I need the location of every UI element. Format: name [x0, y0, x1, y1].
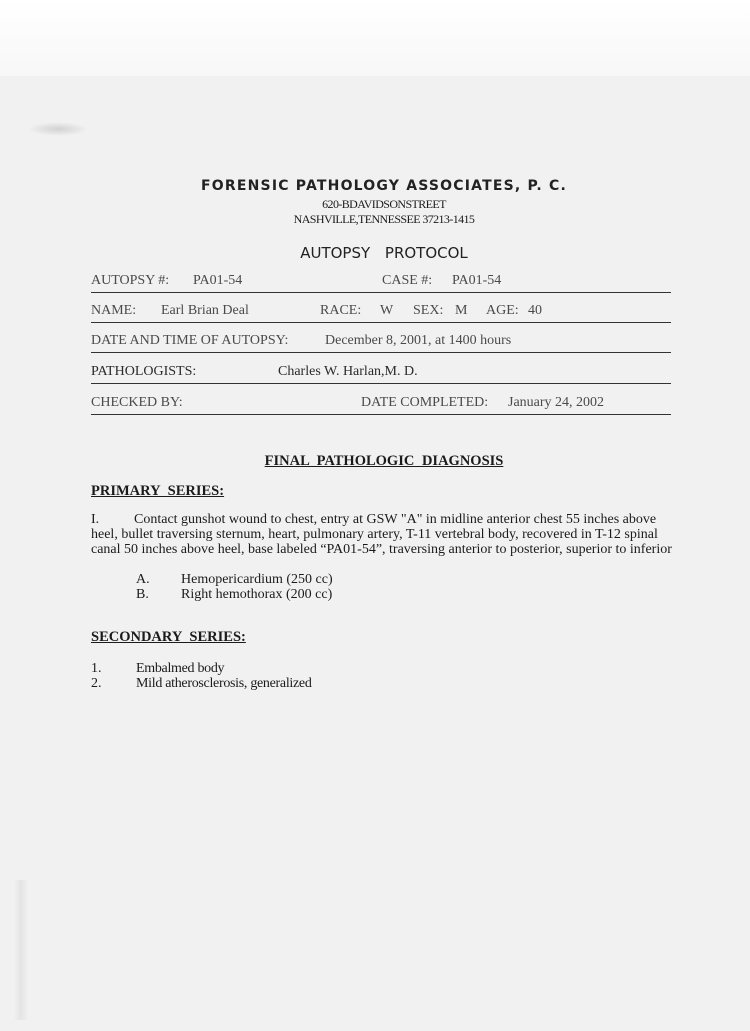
primary-item-number: I.	[91, 512, 100, 527]
field-rule	[91, 292, 671, 293]
field-rule	[91, 414, 671, 415]
firm-street-address: 620-BDAVIDSONSTREET	[322, 197, 446, 211]
secondary-item-number: 1.	[91, 661, 102, 676]
diagnosis-title: FINAL PATHOLOGIC DIAGNOSIS	[264, 453, 504, 469]
date-completed-value: January 24, 2002	[508, 395, 605, 410]
secondary-item-text: Mild atherosclerosis, generalized	[136, 676, 312, 691]
case-number-label: CASE #:	[382, 273, 433, 288]
field-rule	[91, 352, 671, 353]
row-autopsy-case	[91, 273, 671, 293]
pathologists-value: Charles W. Harlan,M. D.	[278, 364, 418, 379]
row-date-time	[91, 333, 671, 353]
sub-item-text: Right hemothorax (200 cc)	[181, 587, 333, 602]
scan-edge-mark	[14, 880, 28, 1020]
secondary-series-heading: SECONDARY SERIES:	[91, 629, 246, 645]
age-label: AGE:	[486, 303, 519, 318]
secondary-item-text: Embalmed body	[136, 661, 225, 676]
autopsy-number-label: AUTOPSY #:	[91, 273, 170, 288]
name-value: Earl Brian Deal	[161, 303, 249, 318]
primary-item-text: Contact gunshot wound to chest, entry at GSW "A" in midline anterior chest 55 inches above heel, bullet traversing sternum, heart, pulmonary artery, T-11 vertebral body, recovered in T-12 spinal canal 50 inches above heel, base labeled “PA01-54”, traversing anterior to posterior, superior to inferior	[91, 512, 672, 557]
name-label: NAME:	[91, 303, 137, 318]
sub-item-text: Hemopericardium (250 cc)	[181, 572, 333, 587]
field-rule	[91, 322, 671, 323]
age-value: 40	[528, 303, 542, 318]
row-pathologists	[91, 364, 671, 384]
case-number-value: PA01-54	[452, 273, 502, 288]
row-checked-completed	[91, 395, 671, 415]
primary-diagnosis-item	[91, 512, 681, 557]
sex-label: SEX:	[413, 303, 444, 318]
race-label: RACE:	[320, 303, 362, 318]
pathologists-label: PATHOLOGISTS:	[91, 364, 197, 379]
firm-city-address: NASHVILLE,TENNESSEE 37213-1415	[293, 212, 475, 226]
firm-name: FORENSIC PATHOLOGY ASSOCIATES, P. C.	[201, 178, 567, 194]
autopsy-datetime-value: December 8, 2001, at 1400 hours	[325, 333, 512, 348]
protocol-title: AUTOPSY PROTOCOL	[300, 244, 468, 262]
primary-series-heading: PRIMARY SERIES:	[91, 483, 225, 499]
field-rule	[91, 383, 671, 384]
secondary-item-number: 2.	[91, 676, 102, 691]
autopsy-datetime-label: DATE AND TIME OF AUTOPSY:	[91, 333, 289, 348]
sub-item-label: B.	[136, 587, 149, 602]
date-completed-label: DATE COMPLETED:	[361, 395, 489, 410]
sub-item-label: A.	[136, 572, 150, 587]
sex-value: M	[455, 303, 468, 318]
scan-smudge	[28, 122, 88, 136]
checked-by-label: CHECKED BY:	[91, 395, 183, 410]
race-value: W	[380, 303, 394, 318]
autopsy-number-value: PA01-54	[193, 273, 243, 288]
row-name-race-sex-age	[91, 303, 671, 323]
scan-top-margin	[0, 0, 750, 76]
